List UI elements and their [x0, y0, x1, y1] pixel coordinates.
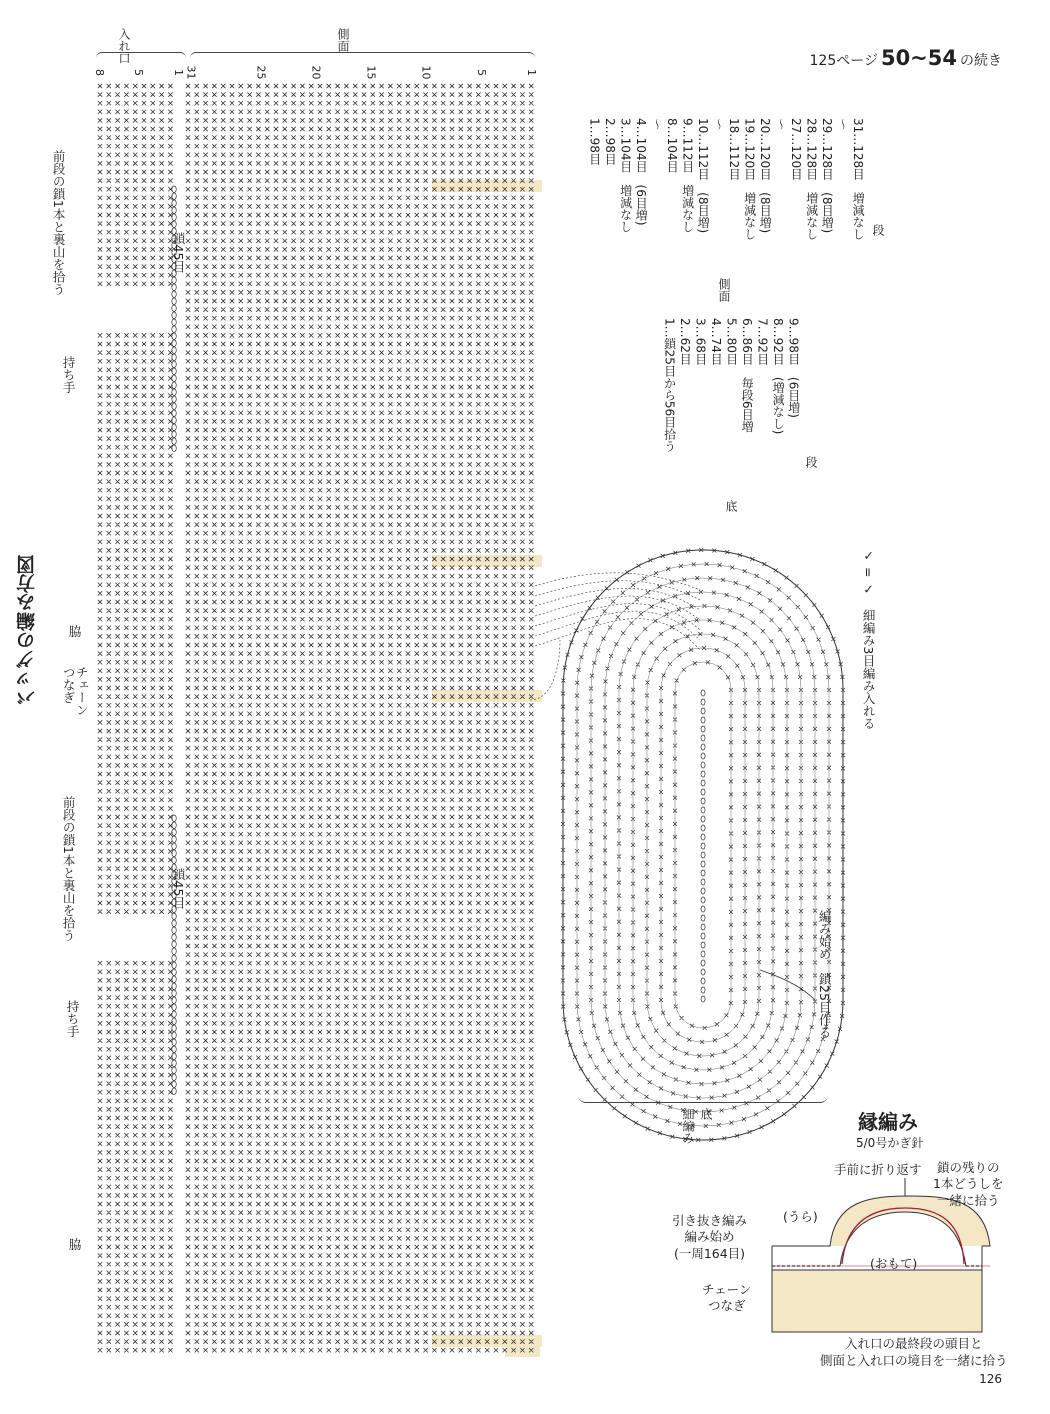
table-row: 9…112目 増減なし: [680, 118, 695, 233]
bottom-table: [655, 318, 818, 512]
table-row: 2…62目: [678, 318, 693, 365]
legend-description: 細編み3目編み入れる: [861, 608, 877, 730]
table-row: 10…112目 (8目増): [696, 118, 711, 234]
handle-label-1: 持ち手: [61, 356, 77, 394]
edging-title: 縁編み: [858, 1110, 918, 1134]
legend-symbol: ✓ = ✓: [861, 548, 877, 597]
table-row: 〜: [711, 118, 726, 130]
row-num: 5: [475, 69, 488, 76]
bottom-oval-chart: [561, 548, 845, 1142]
table-row: 〜: [649, 118, 664, 130]
row-num: 15: [364, 65, 378, 80]
edging-bottom-note: 入れ口の最終段の頭目と 側面と入れ口の境目を一緒に拾う: [820, 1336, 1008, 1368]
oval-bracket: [578, 1090, 828, 1103]
side-label: 側面: [336, 28, 350, 52]
pickup-label-1: 前段の鎖1本と裏山を拾う: [51, 150, 67, 296]
side-table: [580, 118, 885, 302]
table-row: 3…104目 増減なし: [618, 118, 633, 233]
edging-omote-label: (おもて): [870, 1256, 918, 1271]
table-row: 5…80目: [724, 318, 739, 365]
row-num: 31: [184, 65, 198, 80]
table-row: 31…128目 増減なし: [851, 118, 866, 241]
table-row: 〜: [773, 118, 788, 130]
opening-label: 入れ口: [117, 28, 131, 64]
edging-chain-join-label: チェーン つなぎ: [702, 1282, 752, 1314]
table-row: 4…74目: [709, 318, 724, 365]
page-number: 126: [979, 1372, 1002, 1386]
chain-label-2: 鎖45目: [171, 868, 187, 909]
row-num: 1: [172, 69, 185, 76]
page-title: バッグの編み方図: [16, 555, 38, 707]
chain-label-1: 鎖45目: [171, 232, 187, 273]
table-row: 28…128目 増減なし: [804, 118, 819, 241]
edging-ura-label: (うら): [783, 1209, 818, 1224]
pickup-label-2: 前段の鎖1本と裏山を拾う: [61, 796, 77, 942]
waki-label-1: 脇: [67, 625, 83, 638]
table-row: 7…92目: [755, 318, 770, 365]
table-row: 1…鎖25目から56目拾う: [662, 318, 677, 453]
row-num: 8: [93, 69, 106, 76]
table-row: 4…104目 (6目増): [634, 118, 649, 226]
side-table-caption: 側面: [717, 278, 731, 302]
edging-fold-label: 手前に折り返す: [834, 1162, 922, 1177]
oval-caption: 底: [699, 1108, 713, 1120]
bottom-table-caption: 底: [724, 500, 738, 512]
table-row: 18…112目: [727, 118, 742, 181]
header-range: 50~54: [880, 46, 957, 70]
row-num: 20: [309, 65, 323, 80]
side-table-unit: 段: [871, 224, 885, 236]
table-row: 9…98目 (6目増): [786, 318, 801, 418]
oval-start-label: 編み始め 鎖25目作る: [817, 910, 833, 1039]
table-row: 〜: [835, 118, 850, 130]
row-num: 1: [525, 69, 538, 76]
row-num: 5: [132, 69, 145, 76]
table-row: 2…98目: [603, 118, 618, 165]
edging-slip-stitch-label: 引き抜き編み 編み始め (一周164目): [672, 1213, 748, 1261]
table-row: 8…92目 (増減なし): [771, 318, 786, 435]
table-row: 20…120目 (8目増): [758, 118, 773, 234]
table-row: 6…86目 毎段6目増: [740, 318, 755, 433]
waki-label-2: 脇: [67, 1238, 83, 1251]
table-row: 3…68目: [693, 318, 708, 365]
edging-hook: 5/0号かぎ針: [856, 1136, 924, 1150]
legend-text: [862, 548, 875, 729]
header-prefix: 125ページ: [809, 53, 878, 69]
header-suffix: の続き: [960, 53, 1002, 69]
handle-label-2: 持ち手: [65, 1000, 81, 1038]
row-num: 10: [419, 65, 433, 80]
bottom-table-unit: 段: [804, 456, 818, 468]
table-row: 19…120目 増減なし: [742, 118, 757, 241]
table-row: 1…98目: [587, 118, 602, 165]
table-row: 8…104目: [665, 118, 680, 173]
table-row: 29…128目 (8目増): [820, 118, 835, 234]
oval-caption-sub: 細編み: [681, 1108, 695, 1144]
edging-chain-rest-label: 鎖の残りの 1本どうしを 一緒に拾う: [933, 1160, 1004, 1208]
chain-join-label: チェーン つなぎ: [61, 666, 90, 716]
table-row: 27…120目: [789, 118, 804, 181]
row-num: 25: [254, 65, 268, 80]
